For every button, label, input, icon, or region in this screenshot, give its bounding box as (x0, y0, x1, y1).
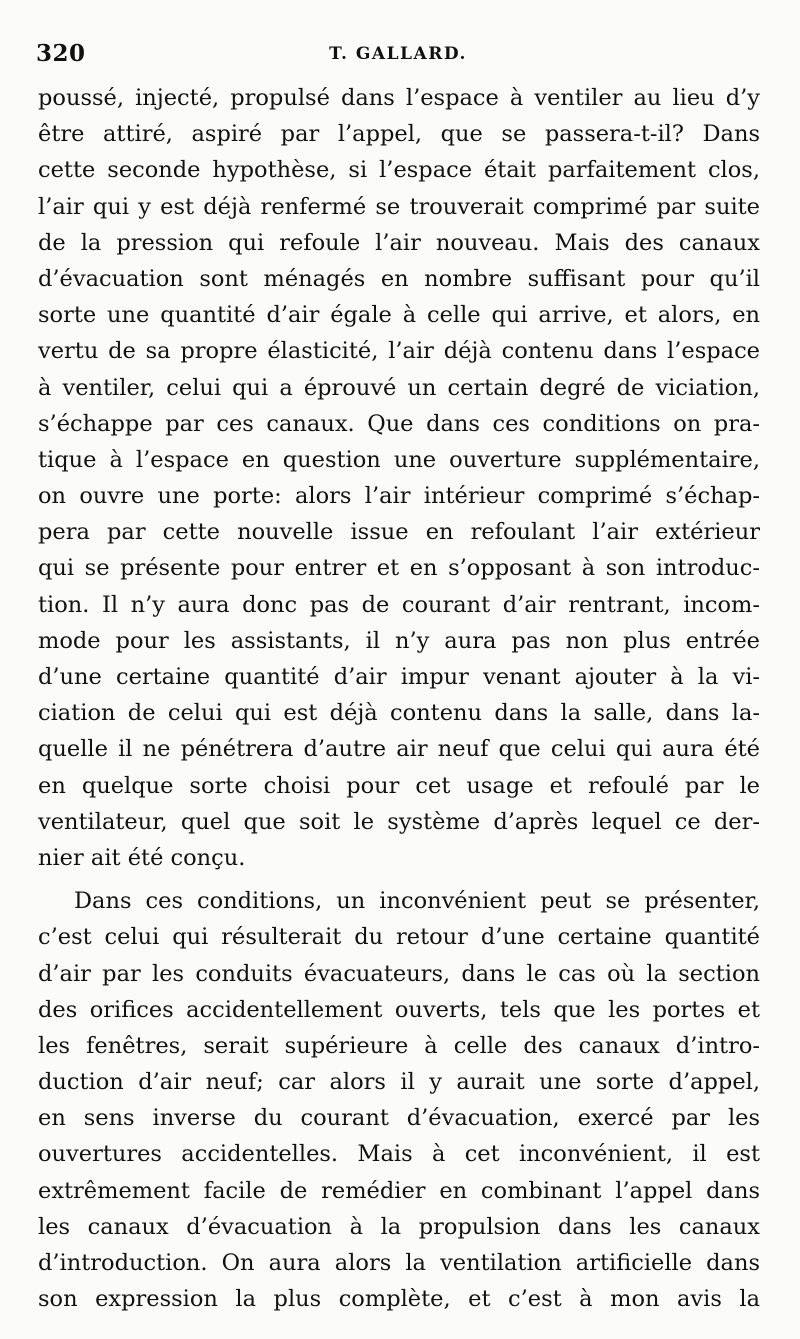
text-line: duction d’air neuf; car alors il y aurait une sorte d’appel, (38, 1069, 760, 1096)
paragraph-gap (38, 876, 760, 883)
text-line: d’une certaine quantité d’air impur venant ajouter à la vi- (38, 664, 760, 690)
text-line: d’air par les conduits évacuateurs, dans le cas où la section (38, 960, 760, 987)
text-line: Dans ces conditions, un inconvénient peut se présenter, (74, 888, 760, 915)
text-line: d’évacuation sont ménagés en nombre suffisant pour qu’il (38, 265, 760, 292)
text-line: s’échappe par ces canaux. Que dans ces conditions on pra- (38, 410, 760, 437)
body-text (38, 80, 760, 1317)
text-line: d’introduction. On aura alors la ventilation artificielle dans (38, 1250, 760, 1276)
paragraph (38, 883, 760, 1317)
text-line: ciation de celui qui est déjà contenu dans la salle, dans la- (38, 700, 760, 727)
text-line: l’air qui y est déjà renfermé se trouverait comprimé par suite (38, 193, 760, 220)
text-line: on ouvre une porte: alors l’air intérieur comprimé s’échap- (38, 483, 760, 510)
text-line: ventilateur, quel que soit le système d’après lequel ce der- (38, 808, 760, 835)
text-line: ouvertures accidentelles. Mais à cet inconvénient, il est (38, 1141, 760, 1168)
text-line: quelle il ne pénétrera d’autre air neuf que celui qui aura été (38, 736, 760, 763)
text-line: cette seconde hypothèse, si l’espace était parfaitement clos, (38, 157, 760, 184)
text-line: en quelque sorte choisi pour cet usage et refoulé par le (38, 772, 760, 799)
paragraph (38, 80, 760, 876)
text-line: vertu de sa propre élasticité, l’air déjà contenu dans l’espace (38, 338, 760, 365)
text-line: extrêmement facile de remédier en combinant l’appel dans (38, 1177, 760, 1204)
text-line: son expression la plus complète, et c’est à mon avis la (38, 1286, 760, 1313)
text-line: qui se présente pour entrer et en s’opposant à son introduc- (38, 555, 760, 582)
text-line: en sens inverse du courant d’évacuation, exercé par les (38, 1105, 760, 1132)
text-line: tique à l’espace en question une ouverture supplémentaire, (38, 446, 760, 473)
text-line: des orifices accidentellement ouverts, tels que les portes et (38, 996, 760, 1023)
text-line: être attiré, aspiré par l’appel, que se passera-t-il? Dans (38, 121, 760, 148)
page-number: 320 (36, 40, 86, 67)
page-header (36, 40, 760, 70)
text-line: nier ait été conçu. (38, 844, 246, 871)
text-line: les fenêtres, serait supérieure à celle des canaux d’intro- (38, 1032, 760, 1059)
text-line: à ventiler, celui qui a éprouvé un certain degré de viciation, (38, 374, 760, 401)
text-line: de la pression qui refoule l’air nouveau. Mais des canaux (38, 229, 760, 256)
running-head: T. GALLARD. (329, 44, 467, 64)
text-line: poussé, injecté, propulsé dans l’espace à ventiler au lieu d’y (38, 85, 760, 111)
text-line: mode pour les assistants, il n’y aura pas non plus entrée (38, 627, 760, 654)
text-line: c’est celui qui résulterait du retour d’une certaine quantité (38, 924, 760, 951)
text-line: sorte une quantité d’air égale à celle qui arrive, et alors, en (38, 302, 760, 329)
text-line: pera par cette nouvelle issue en refoulant l’air extérieur (38, 519, 760, 546)
text-line: tion. Il n’y aura donc pas de courant d’air rentrant, incom- (38, 591, 760, 618)
text-line: les canaux d’évacuation à la propulsion dans les canaux (38, 1213, 760, 1240)
